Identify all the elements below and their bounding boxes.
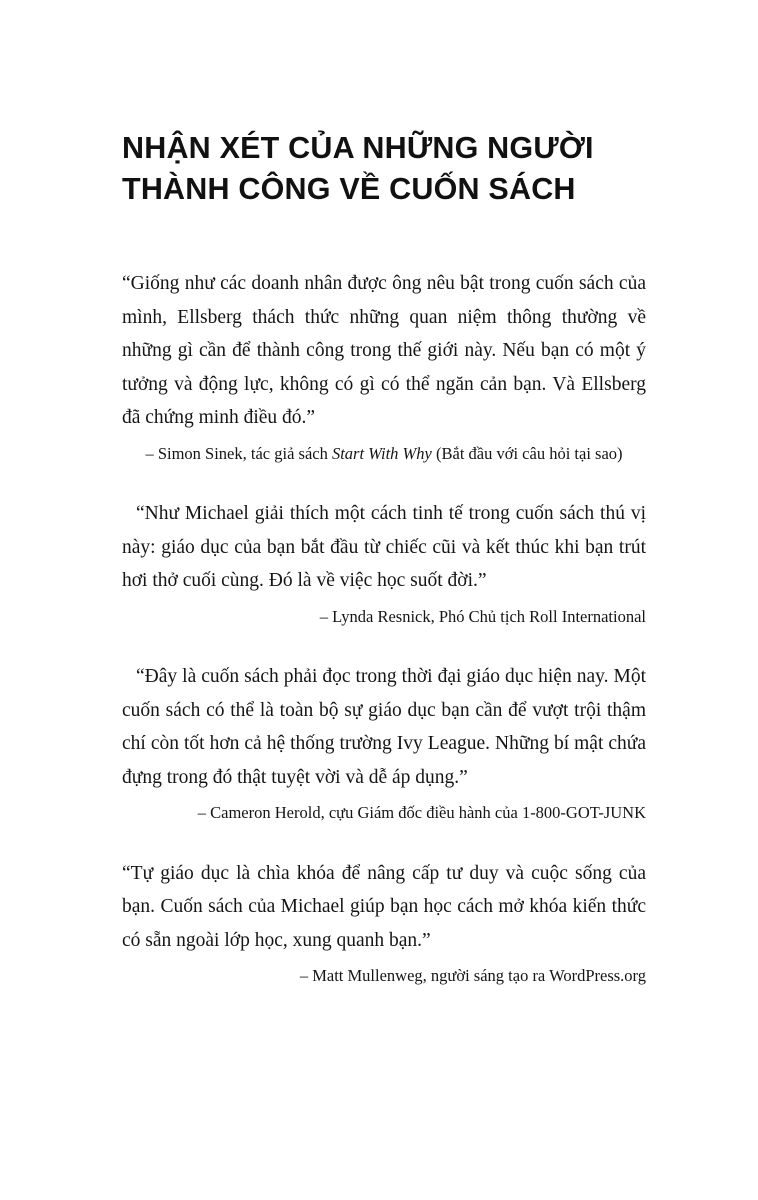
testimonial-block <box>122 267 646 467</box>
testimonial-text: “Đây là cuốn sách phải đọc trong thời đại giáo dục hiện nay. Một cuốn sách có thể là toàn bộ sự giáo dục bạn cần để vượt trội thậm chí còn tốt hơn cả hệ thống trường Ivy League. Những bí mật chứa đựng trong đó thật tuyệt vời và dễ áp dụng.” <box>122 666 646 788</box>
testimonial-text: “Như Michael giải thích một cách tinh tế trong cuốn sách thú vị này: giáo dục của bạn bắt đầu từ chiếc cũi và kết thúc khi bạn trút hơi thở cuối cùng. Đó là về việc học suốt đời.” <box>122 503 646 592</box>
page-title <box>122 128 646 209</box>
testimonial-attribution <box>122 963 646 989</box>
attribution-before: – Cameron Herold, cựu Giám đốc điều hành của 1-800-GOT-JUNK <box>197 803 646 823</box>
testimonial-text: “Giống như các doanh nhân được ông nêu bật trong cuốn sách của mình, Ellsberg thách thức những quan niệm thông thường về những gì cần để thành công trong thế giới này. Nếu bạn có một ý tưởng và động lực, không có gì có thể ngăn cản bạn. Và Ellsberg đã chứng minh điều đó.” <box>122 273 646 429</box>
testimonial-block <box>122 857 646 990</box>
testimonial-text: “Tự giáo dục là chìa khóa để nâng cấp tư duy và cuộc sống của bạn. Cuốn sách của Michael giúp bạn học cách mở khóa kiến thức có sẵn ngoài lớp học, xung quanh bạn.” <box>122 862 646 951</box>
attribution-before: – Simon Sinek, tác giả sách <box>145 443 332 463</box>
testimonial-attribution <box>122 441 646 467</box>
testimonial-attribution <box>122 800 646 826</box>
page-title-line-2: THÀNH CÔNG VỀ CUỐN SÁCH <box>122 171 576 206</box>
testimonial-block <box>122 660 646 827</box>
testimonial-block <box>122 497 646 630</box>
attribution-after: (Bắt đầu với câu hỏi tại sao) <box>431 443 623 463</box>
page-title-line-1: NHẬN XÉT CỦA NHỮNG NGƯỜI <box>122 131 594 165</box>
attribution-before: – Matt Mullenweg, người sáng tạo ra WordPress.org <box>299 966 646 986</box>
attribution-title: Start With Why <box>331 443 432 463</box>
attribution-before: – Lynda Resnick, Phó Chủ tịch Roll International <box>319 606 646 626</box>
testimonial-attribution <box>122 604 646 630</box>
